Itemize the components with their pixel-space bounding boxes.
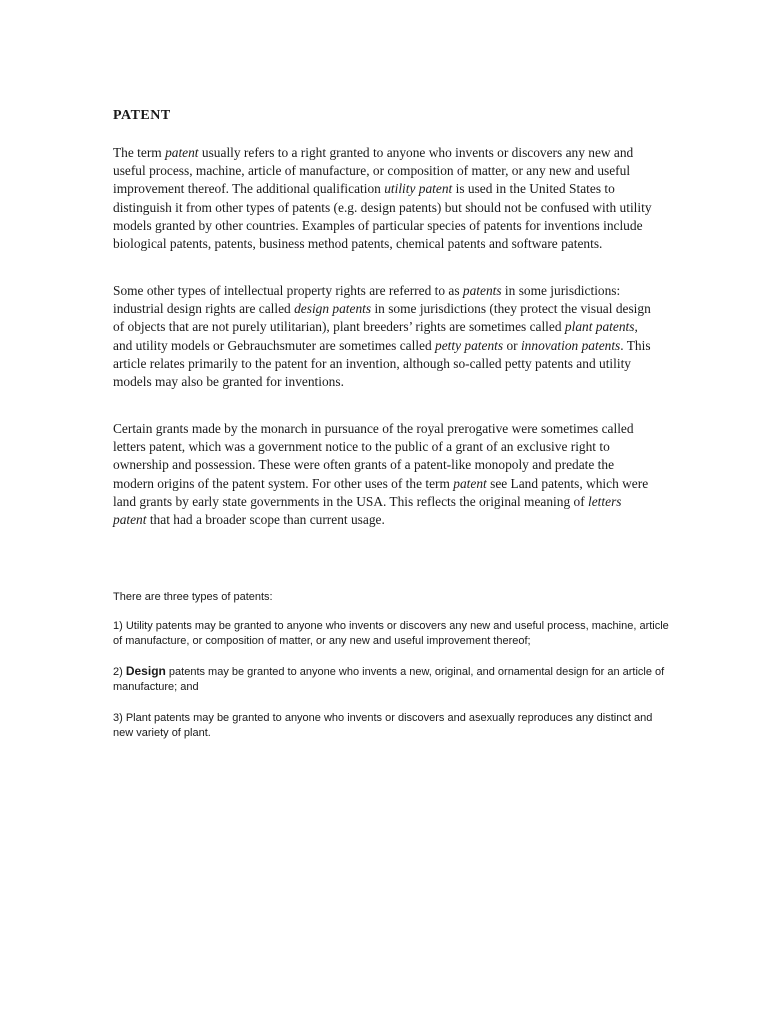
text-run: patents may be granted to anyone who invents a new, original, and ornamental design for an article of manufacture; and bbox=[113, 666, 665, 694]
type-design bbox=[113, 664, 673, 696]
italic-term: innovation patents bbox=[520, 337, 621, 353]
list-number: 2) bbox=[113, 666, 126, 678]
italic-term: patents bbox=[462, 283, 502, 298]
text-run: . This article relates primarily to the patent for an invention, although so-called petty patents and utility models may also be granted for inventions. bbox=[113, 337, 651, 390]
text-run: that had a broader scope than current usage. bbox=[146, 512, 385, 528]
text-run: Certain grants made by the monarch in pursuance of the royal prerogative were sometimes called letters patent, which was a government notice to the public of a grant of an exclusive right to ownership and possession. These were often grants of a patent-like monopoly and predate the modern origins of the patent system. For other uses of the term bbox=[113, 421, 634, 491]
italic-term: plant patents bbox=[564, 319, 635, 335]
text-run: or bbox=[503, 337, 521, 353]
italic-term: utility patent bbox=[384, 181, 453, 197]
type-utility: 1) Utility patents may be granted to anyone who invents or discovers any new and useful process, machine, article of manufacture, or composition of matter, or any new and useful improvement thereof; bbox=[113, 620, 669, 648]
type-plant: 3) Plant patents may be granted to anyone who invents or discovers and asexually reproduces any distinct and new variety of plant. bbox=[113, 712, 653, 740]
text-run: in some jurisdictions: industrial design rights are called bbox=[113, 283, 621, 317]
paragraph-patent-definition bbox=[113, 144, 658, 253]
text-run: see Land patents, which were land grants by early state governments in the USA. This reflects the original meaning of bbox=[113, 475, 649, 509]
text-run: in some jurisdictions (they protect the visual design of objects that are not purely utilitarian), plant breeders’ rights are sometimes called bbox=[113, 301, 651, 335]
paragraph-other-ip-rights bbox=[113, 282, 658, 391]
text-run: The term bbox=[113, 145, 166, 160]
italic-term: petty patents bbox=[435, 337, 504, 353]
document-title: PATENT bbox=[113, 108, 171, 123]
text-run: is used in the United States to distinguish it from other types of patents (e.g. design patents) but should not be confused with utility models granted by other countries. Examples of particular species of patents for inventions include biological patents, patents, business method patents, chemical patents and software patents. bbox=[113, 181, 652, 252]
types-intro: There are three types of patents: bbox=[113, 591, 273, 603]
italic-term: letters patent bbox=[113, 493, 622, 528]
text-run: Some other types of intellectual property rights are referred to as bbox=[113, 283, 463, 298]
design-bold-label: Design bbox=[125, 664, 166, 678]
text-run: , and utility models or Gebrauchsmuter are sometimes called bbox=[113, 319, 638, 353]
italic-term: design patents bbox=[294, 301, 372, 317]
italic-term: patent bbox=[165, 145, 199, 160]
italic-term: patent bbox=[453, 475, 487, 491]
paragraph-letters-patent bbox=[113, 420, 658, 529]
text-run: usually refers to a right granted to anyone who invents or discovers any new and useful process, machine, article of manufacture, or composition of matter, or any new and useful improvement thereof. The additional qualification bbox=[113, 145, 634, 197]
